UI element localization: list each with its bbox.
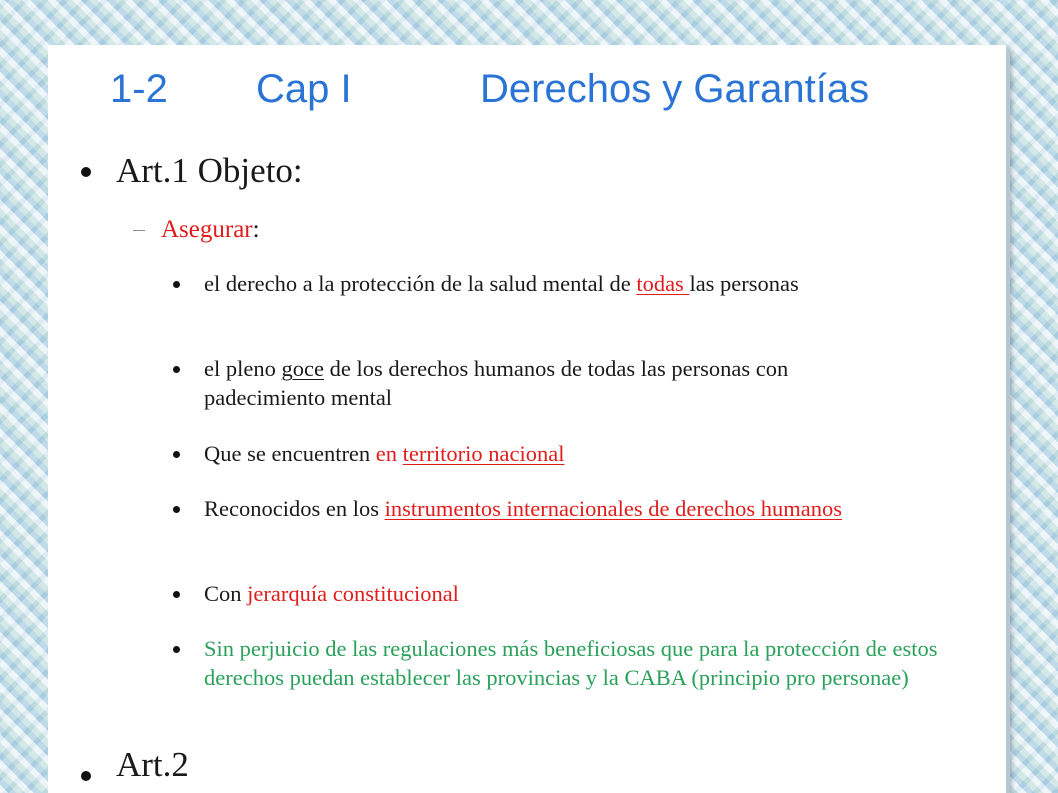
item-link: todas <box>636 271 690 296</box>
item-text: Que se encuentren <box>204 441 376 466</box>
bullet-icon <box>173 591 180 598</box>
asegurar-heading <box>161 215 260 245</box>
bullet-icon <box>173 451 180 458</box>
item-territorio <box>204 439 904 468</box>
item-text: las personas <box>689 271 799 296</box>
title-part-1: 1-2 <box>110 67 168 111</box>
bullet-icon <box>81 771 91 781</box>
item-jerarquia <box>204 579 904 608</box>
bullet-icon <box>173 646 180 653</box>
slide-title <box>110 61 950 117</box>
item-text: el pleno <box>204 356 282 381</box>
item-link: territorio nacional <box>402 441 565 466</box>
item-link: instrumentos internacionales de derechos humanos <box>384 496 842 521</box>
asegurar-colon: : <box>252 216 260 243</box>
bullet-icon <box>81 167 91 177</box>
item-link: goce <box>281 356 324 381</box>
item-text: de los derechos humanos de todas las personas con padecimiento mental <box>204 356 789 410</box>
bullet-icon <box>173 506 180 513</box>
item-text: Reconocidos en los <box>204 496 385 521</box>
bullet-icon <box>173 281 180 288</box>
item-text: el derecho a la protección de la salud mental de <box>204 271 637 296</box>
item-salud-mental <box>204 269 904 298</box>
slide <box>48 45 1006 793</box>
title-part-3: Derechos y Garantías <box>480 67 870 111</box>
item-instrumentos <box>204 494 904 523</box>
art2-heading: Art.2 <box>116 745 189 784</box>
dash-icon <box>133 230 145 231</box>
item-red-text: jerarquía constitucional <box>247 581 459 606</box>
title-part-2: Cap I <box>256 67 352 111</box>
asegurar-label: Asegurar <box>161 216 253 243</box>
item-text: Con <box>204 581 248 606</box>
item-red-text: en <box>375 441 403 466</box>
item-pleno-goce <box>204 354 904 412</box>
art1-heading: Art.1 Objeto: <box>116 151 303 190</box>
item-sin-perjuicio: Sin perjuicio de las regulaciones más beneficiosas que para la protección de estos derechos puedan establecer las provincias y la CABA (principio pro personae) <box>204 636 938 690</box>
bullet-icon <box>173 366 180 373</box>
